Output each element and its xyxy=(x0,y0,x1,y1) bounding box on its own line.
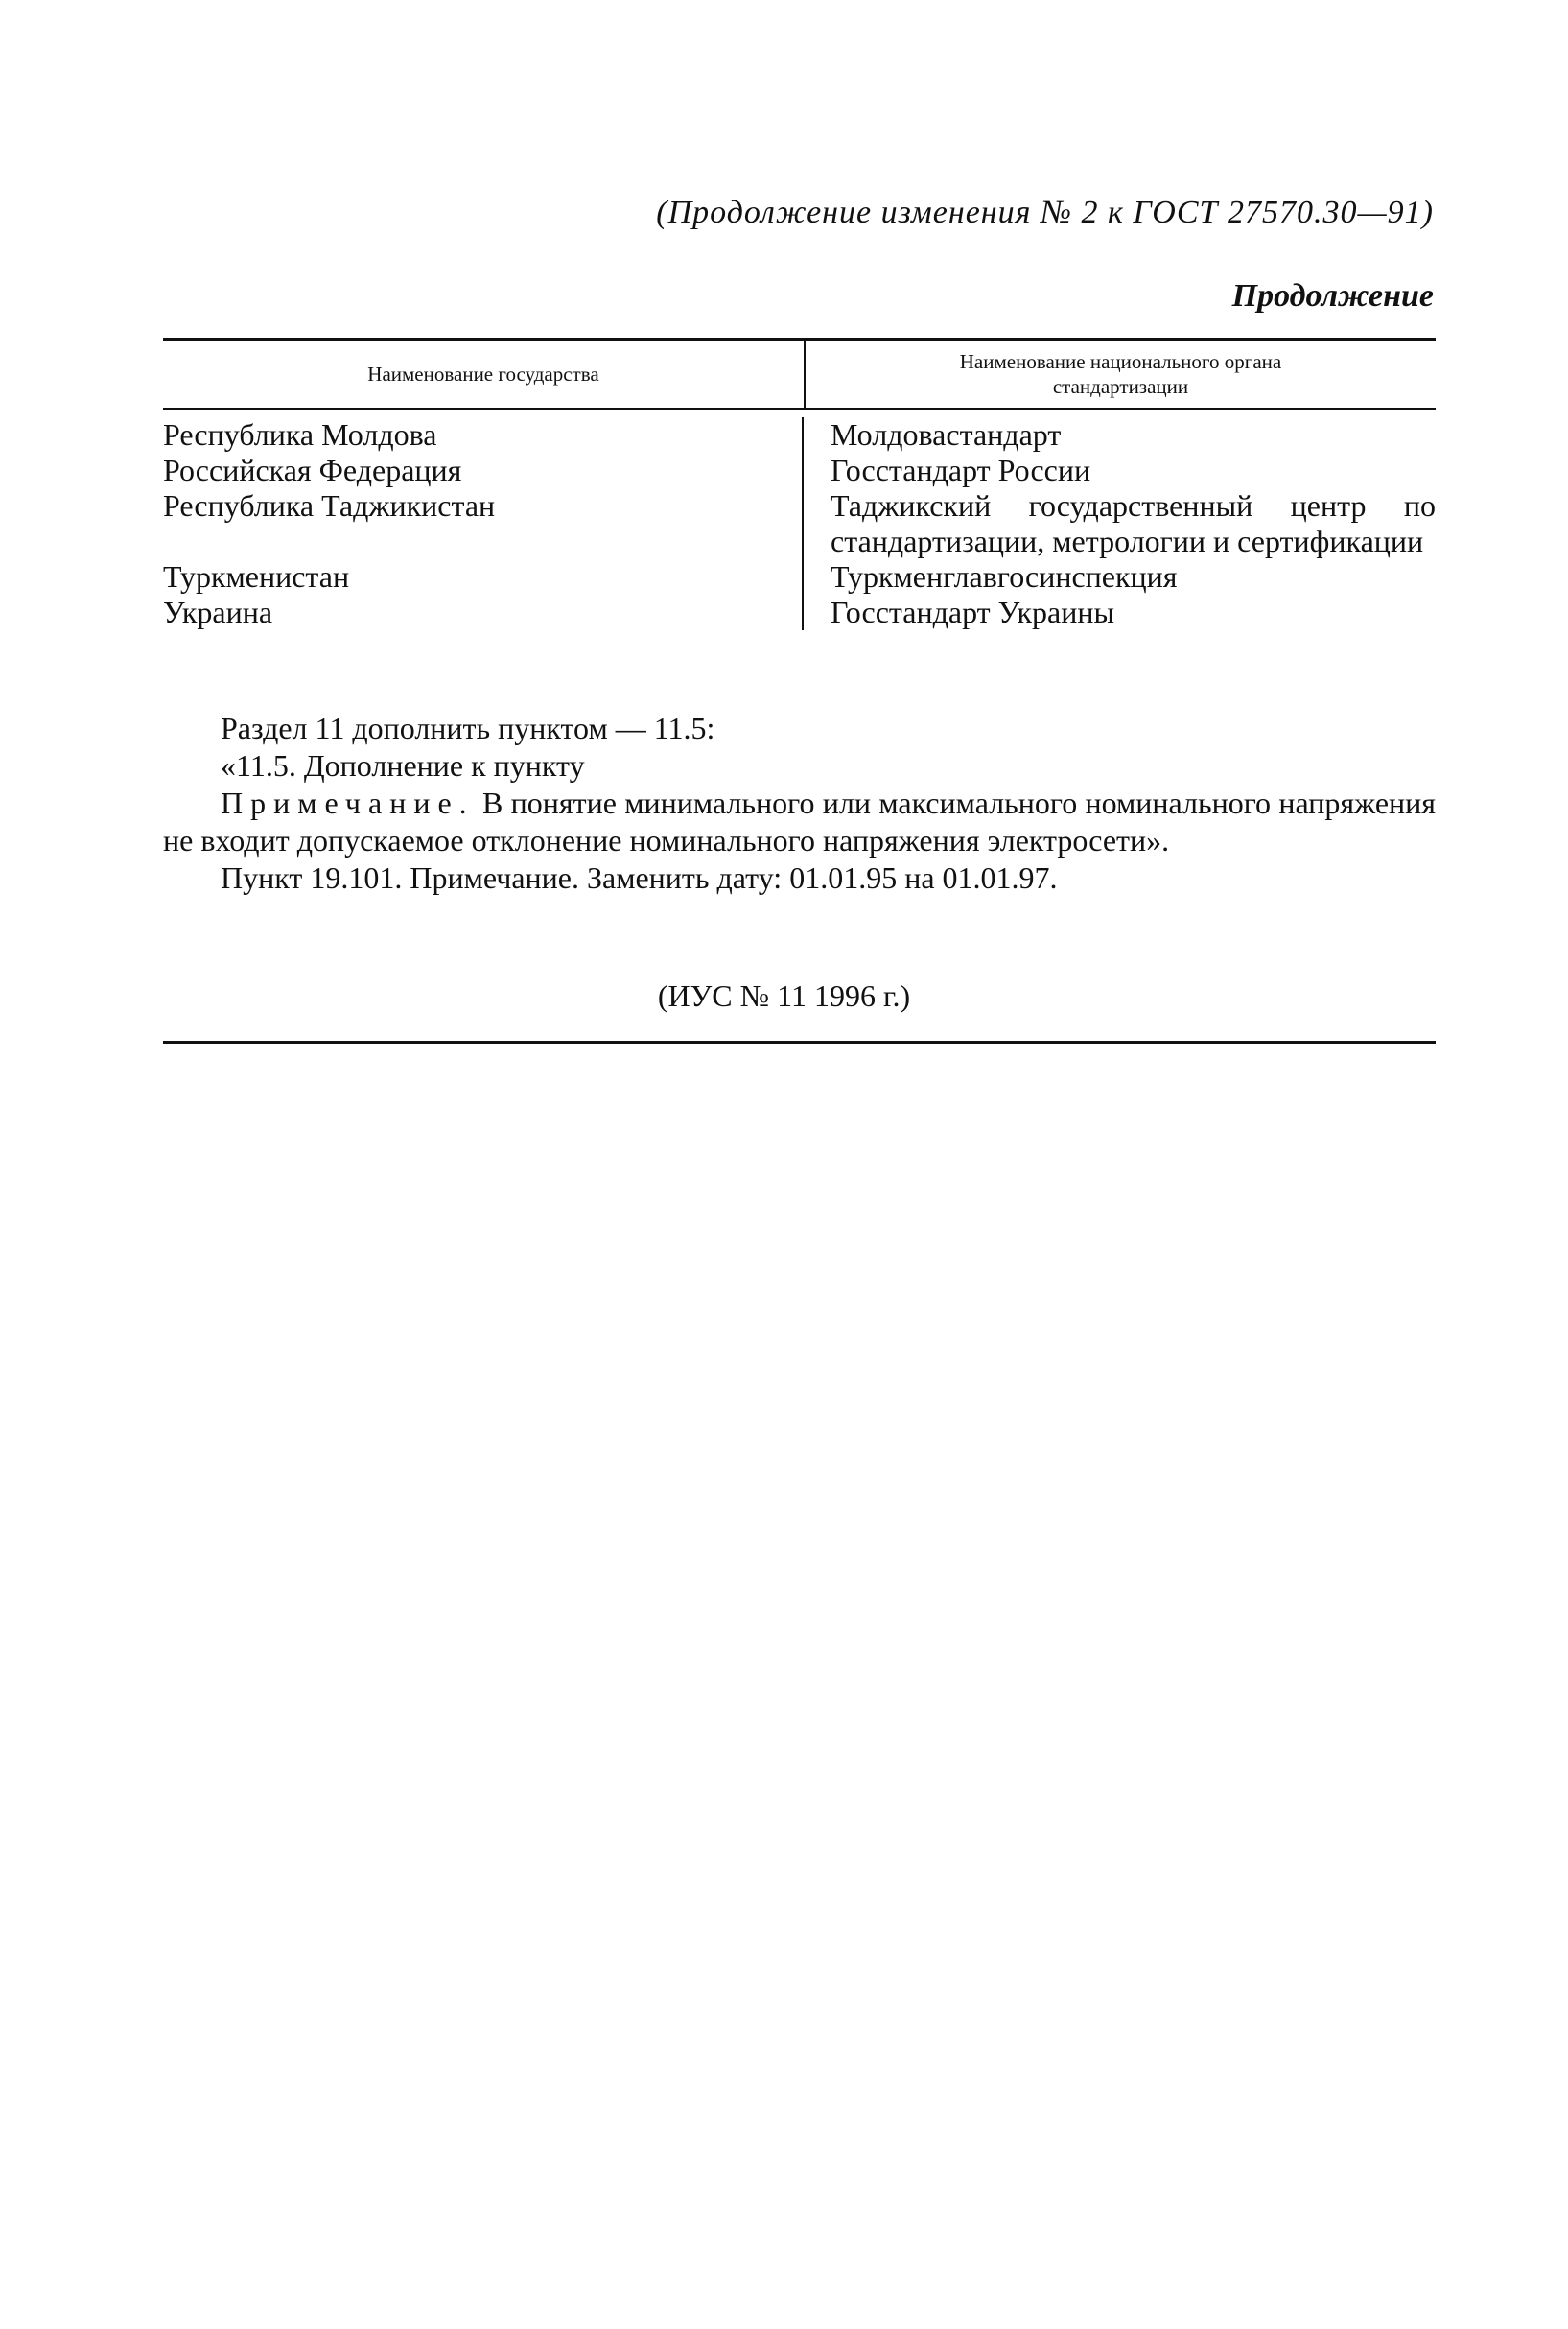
state-name: Украина xyxy=(163,595,804,630)
table-body xyxy=(163,410,1436,634)
note-paragraph xyxy=(163,785,1436,859)
state-name: Российская Федерация xyxy=(163,453,804,488)
table-row xyxy=(163,417,1436,453)
table-row xyxy=(163,453,1436,488)
source-reference: (ИУС № 11 1996 г.) xyxy=(657,978,911,1013)
standards-body-name: Молдовастандарт xyxy=(831,417,1062,452)
section-instruction: Раздел 11 дополнить пунктом — 11.5: xyxy=(221,711,715,745)
amendment-reference: (Продолжение изменения № 2 к ГОСТ 27570.30—91) xyxy=(656,195,1434,230)
table-row xyxy=(163,559,1436,595)
state-name: Республика Молдова xyxy=(163,417,804,453)
state-name: Республика Таджикистан xyxy=(163,488,804,559)
standards-body-name: Туркменглавгосинспекция xyxy=(831,559,1178,594)
column-header-state: Наименование государства xyxy=(163,341,806,408)
state-name: Туркменистан xyxy=(163,559,804,595)
note-label: Примечание. xyxy=(221,786,475,820)
note-text: В понятие минимального или максимального номинального напряжения не входит допускаемое отклонение номинального напряжения электросети». xyxy=(163,786,1436,858)
table-row xyxy=(163,595,1436,630)
amendment-text xyxy=(163,710,1436,897)
column-header-body xyxy=(806,341,1436,408)
standards-bodies-table xyxy=(163,338,1436,634)
continuation-label: Продолжение xyxy=(1231,278,1434,314)
column-header-body-text: Наименование национального органа стандартизации xyxy=(959,350,1282,398)
standards-body-name: Госстандарт Украины xyxy=(831,595,1114,629)
bottom-divider xyxy=(163,1041,1436,1044)
clause-11-5: «11.5. Дополнение к пункту xyxy=(221,748,585,783)
table-row xyxy=(163,488,1436,559)
clause-19-101: Пункт 19.101. Примечание. Заменить дату: 01.01.95 на 01.01.97. xyxy=(221,860,1058,895)
standards-body-name: Таджикский государственный центр по стандартизации, метрологии и сертификации xyxy=(831,488,1436,558)
standards-body-name: Госстандарт России xyxy=(831,453,1091,487)
table-header xyxy=(163,341,1436,410)
